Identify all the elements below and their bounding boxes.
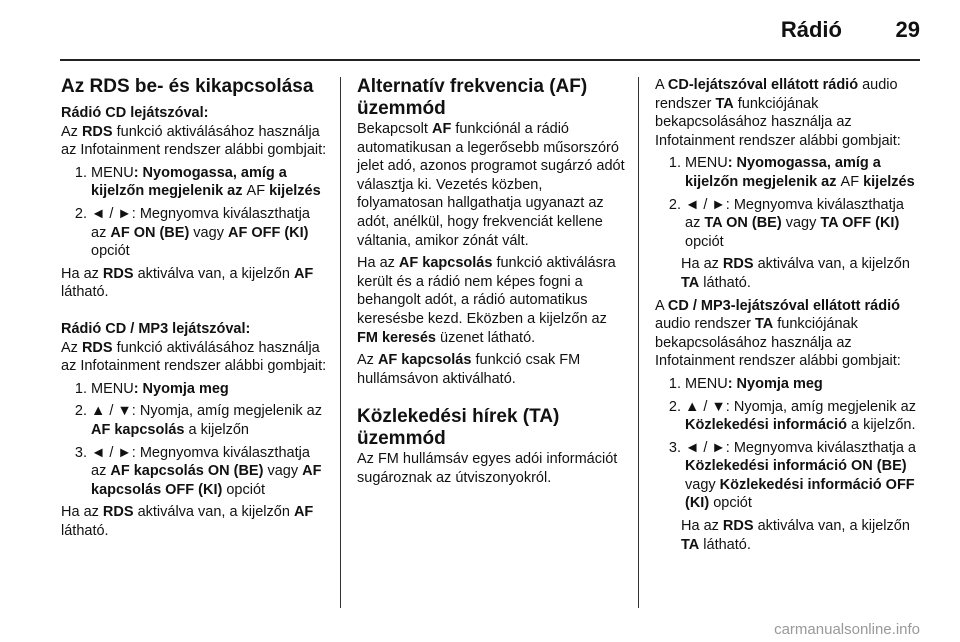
text-run: üzenet látható. (436, 329, 536, 346)
bold-term: : Nyomogassa, amíg a kijelzőn megjelenik az (91, 164, 287, 200)
bold-term: RDS (722, 518, 754, 535)
bold-term: kijelzés (265, 183, 321, 200)
list-item (655, 375, 920, 394)
step-text (91, 164, 329, 201)
paragraph (61, 339, 329, 376)
step-list (655, 375, 920, 513)
bold-term: TA ON (BE) (704, 215, 782, 232)
bold-term: AF kapcsolás (377, 352, 472, 369)
paragraph (357, 120, 629, 250)
bold-term: RDS (102, 504, 134, 521)
list-item (655, 196, 920, 252)
text-run: Bekapcsolt (357, 121, 432, 137)
paragraph (61, 123, 329, 160)
step-number: 3. (668, 439, 681, 456)
text-run: opciót (685, 233, 724, 250)
text-run: ◄ / ►: Megnyomva kiválaszthatja az (685, 196, 904, 232)
page-header (0, 0, 960, 60)
column-divider (340, 77, 341, 608)
text-run: látható. (61, 522, 109, 539)
subheading: Rádió CD lejátszóval: (61, 105, 209, 121)
step-list (61, 380, 329, 500)
list-item (655, 154, 920, 191)
bold-term: AF (293, 504, 314, 521)
bold-term: RDS (81, 339, 113, 356)
section-title: Az RDS be- és kikapcsolása (61, 76, 314, 97)
text-run: MENU (685, 375, 728, 392)
step-list (61, 164, 329, 261)
step-number: 2. (74, 403, 87, 420)
bold-term: RDS (722, 256, 754, 273)
step-number: 1. (668, 155, 681, 172)
bold-term: kijelzés (859, 173, 915, 190)
text-run: vagy (685, 476, 720, 493)
text-run: Ha az (61, 265, 103, 282)
bold-term: AF kapcsolás (91, 421, 185, 438)
text-run: MENU (91, 164, 134, 181)
bold-term: Közlekedési információ ON (BE) (685, 458, 907, 475)
bold-term: : Nyomogassa, amíg a kijelzőn megjelenik az (685, 155, 881, 190)
text-run: MENU (685, 155, 728, 172)
bold-term: TA (715, 95, 734, 112)
text-run: funkció aktiválásához használja az Infotainment rendszer alábbi gombjait: (61, 339, 327, 375)
list-item (61, 380, 329, 399)
text-run: funkció aktiválásához használja az Infotainment rendszer alábbi gombjait: (61, 123, 327, 159)
step-text (685, 398, 920, 435)
paragraph (61, 265, 329, 302)
bold-term: : Nyomja meg (727, 375, 823, 392)
bold-term: Közlekedési információ (685, 417, 847, 434)
text-run: aktiválva van, a kijelzőn (133, 265, 294, 282)
text-run: Ha az (357, 255, 399, 272)
paragraph (357, 254, 629, 347)
text-run: opciót (91, 243, 130, 260)
step-text (91, 402, 329, 439)
paragraph (655, 76, 920, 150)
bold-term: AF kapcsolás OFF (KI) (91, 463, 322, 498)
text-run: opciót (222, 481, 266, 498)
column-2 (357, 76, 629, 492)
step-number: 1. (74, 164, 87, 181)
bold-term: TA (754, 316, 774, 333)
text-run: A (655, 297, 668, 314)
bold-term: AF kapcsolás (398, 255, 493, 272)
text-run: Ha az (681, 256, 723, 273)
step-text (685, 439, 920, 513)
bold-term: : Nyomja meg (133, 380, 229, 397)
step-number: 1. (668, 375, 681, 392)
step-number: 2. (668, 196, 681, 213)
step-text (685, 375, 920, 394)
list-item (655, 439, 920, 513)
indented-note (655, 517, 920, 554)
bold-term: AF (431, 121, 452, 137)
text-run: látható. (699, 536, 751, 553)
text-run: Az (61, 339, 82, 356)
text-run: A (655, 77, 668, 93)
bold-term: RDS (81, 123, 113, 140)
text-run: AF (246, 183, 266, 200)
step-number: 1. (74, 380, 87, 397)
text-run: audio rendszer (655, 316, 755, 333)
text-run: aktiválva van, a kijelzőn (133, 504, 294, 521)
list-item (655, 398, 920, 435)
indented-note (655, 255, 920, 292)
column-3 (655, 76, 920, 558)
paragraph (61, 503, 329, 540)
text-run: ▲ / ▼: Nyomja, amíg megjelenik az (91, 403, 322, 420)
step-text (91, 444, 329, 500)
text-run: audio rendszer (655, 77, 898, 112)
list-item (61, 444, 329, 500)
step-number: 2. (668, 398, 681, 415)
step-number: 3. (74, 444, 87, 461)
text-run: funkciójának bekapcsolásához használja az Infotainment rendszer alábbi gombjait: (655, 316, 901, 370)
text-run: aktiválva van, a kijelzőn (753, 256, 910, 273)
bold-term: AF OFF (KI) (227, 224, 309, 241)
section-title: Közlekedési hírek (TA) üzemmód (357, 406, 560, 450)
text-run: AF (840, 173, 860, 190)
step-number: 2. (74, 205, 87, 222)
text-run: a kijelzőn. (846, 417, 916, 434)
text-run: ▲ / ▼: Nyomja, amíg megjelenik az (685, 398, 916, 415)
text-run: látható. (699, 274, 751, 291)
bold-term: RDS (102, 265, 134, 282)
text-run: vagy (263, 463, 303, 480)
text-run: ◄ / ►: Megnyomva kiválaszthatja az (91, 205, 310, 241)
step-text (91, 380, 329, 399)
bold-term: TA OFF (KI) (820, 215, 900, 232)
step-text (685, 154, 920, 191)
paragraph: Az FM hullámsáv egyes adói információt sugároznak az útviszonyokról. (357, 451, 618, 486)
text-run: funkció csak FM hullámsávon aktiválható. (357, 352, 581, 387)
watermark: carmanualsonline.info (774, 621, 920, 638)
list-item (61, 402, 329, 439)
text-run: ◄ / ►: Megnyomva kiválaszthatja az (91, 444, 310, 480)
text-run: MENU (91, 380, 134, 397)
text-run: a kijelzőn (184, 421, 249, 438)
text-run: Ha az (61, 504, 103, 521)
bold-term: CD-lejátszóval ellátott rádió (667, 77, 859, 93)
header-rule (60, 59, 920, 61)
column-divider (638, 77, 639, 608)
text-run: funkció aktiválásra került és a rádió nem képes fogni a behangolt adót, a rádió automatikus keresésbe kezd. Eközben a kijelzőn az (357, 255, 616, 327)
subheading: Rádió CD / MP3 lejátszóval: (61, 320, 251, 337)
section-title: Alternatív frekvencia (AF) üzemmód (357, 76, 588, 119)
bold-term: AF ON (BE) (110, 224, 190, 241)
step-text (685, 196, 920, 252)
step-list (655, 154, 920, 251)
paragraph (357, 351, 629, 388)
bold-term: FM keresés (357, 329, 436, 346)
list-item (61, 164, 329, 201)
paragraph (655, 297, 920, 371)
text-run: funkciónál a rádió automatikusan a legerősebb műsorszóró jelet adó, azonos programot sugárzó adót választja ki. Vezetés közben, folyamatosan hallgathatja ugyanazt az adót, anélkül, hogy frekvenciát kellene váltania, amikor zónát vált. (357, 121, 625, 249)
list-item (61, 205, 329, 261)
text-run: Az (61, 123, 82, 140)
page-number: 29 (895, 17, 920, 42)
bold-term: AF (293, 265, 314, 282)
text-run: ◄ / ►: Megnyomva kiválaszthatja a (685, 439, 916, 456)
text-run: Az (357, 352, 378, 369)
bold-term: CD / MP3-lejátszóval ellátott rádió (667, 297, 900, 314)
header-title: Rádió (780, 17, 842, 42)
bold-term: Közlekedési információ OFF (KI) (685, 476, 915, 512)
column-1 (61, 76, 329, 544)
bold-term: TA (681, 536, 700, 553)
text-run: vagy (189, 224, 228, 241)
step-text (91, 205, 329, 261)
text-run: látható. (61, 284, 109, 301)
bold-term: TA (681, 274, 700, 291)
text-run: Ha az (681, 518, 723, 535)
bold-term: AF kapcsolás ON (BE) (110, 463, 264, 480)
text-run: funkciójának bekapcsolásához használja az Infotainment rendszer alábbi gombjait: (655, 95, 901, 149)
text-run: opciót (709, 495, 752, 512)
text-run: vagy (781, 215, 821, 232)
text-run: aktiválva van, a kijelzőn (753, 518, 910, 535)
